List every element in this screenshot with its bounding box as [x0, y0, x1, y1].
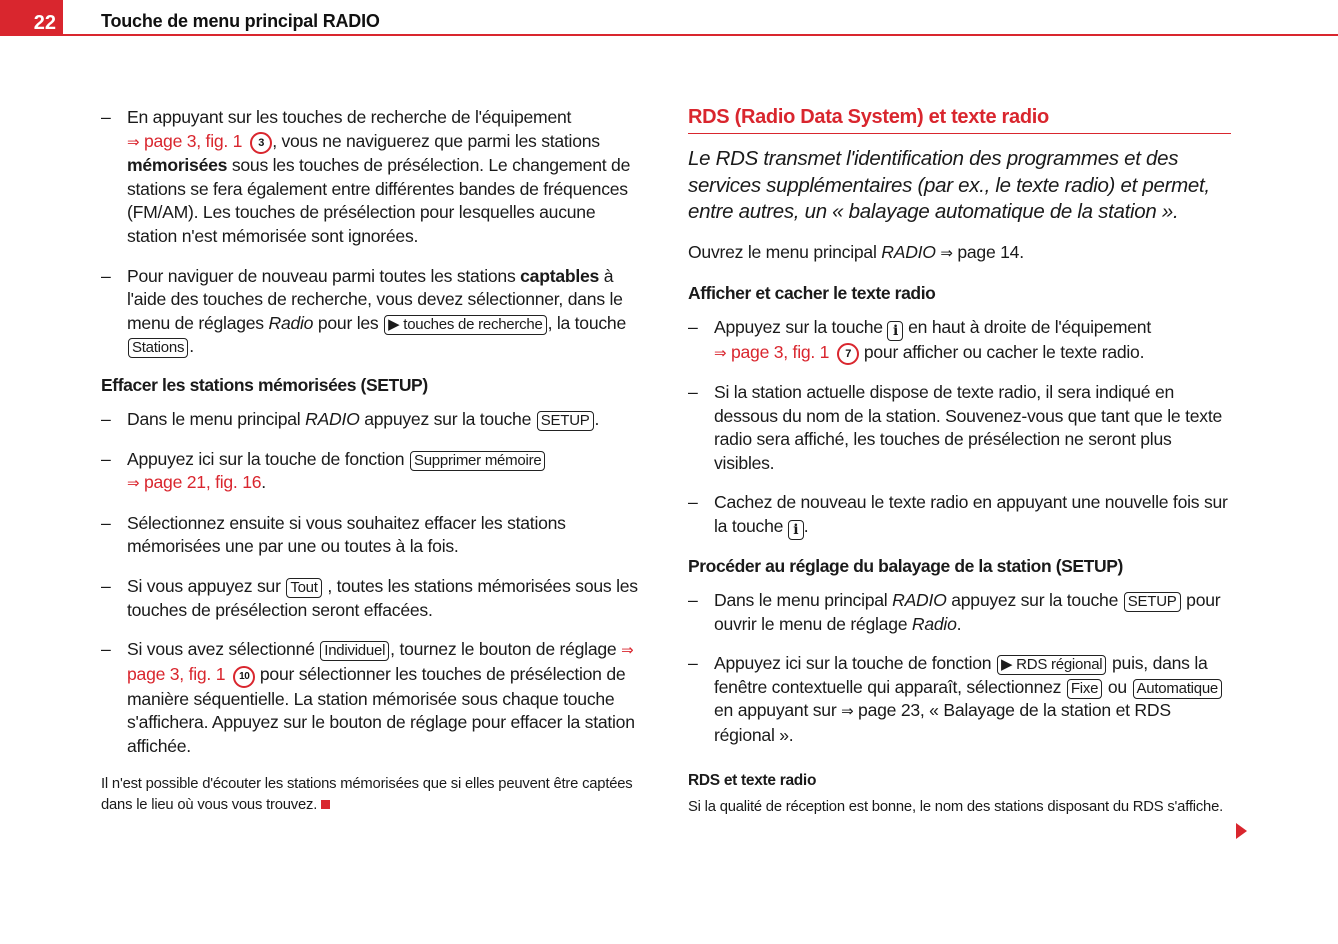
list-item: – Appuyez ici sur la touche de fonction Supprimer mémoire ⇒ page 21, fig. 16. [101, 448, 646, 496]
dash-bullet: – [101, 107, 111, 127]
key-rds-regional: ▶ RDS régional [997, 655, 1106, 675]
dash-bullet: – [101, 265, 111, 286]
continue-arrow-icon [1236, 823, 1247, 839]
page-reference-link[interactable]: ⇒ page 23, « Balayage de la station et RDS régional ». [714, 700, 1171, 746]
dash-bullet: – [688, 492, 698, 513]
key-individuel: Individuel [320, 641, 389, 661]
section-heading: Effacer les stations mémorisées (SETUP) [101, 374, 428, 395]
page-reference-link[interactable]: ⇒ page 3, fig. 1 [127, 641, 634, 684]
dash-bullet: – [101, 408, 111, 429]
dash-bullet: – [101, 575, 111, 596]
list-item: – Sélectionnez ensuite si vous souhaitez effacer les stations mémorisées une par une ou toutes à la fois. [101, 512, 566, 557]
dash-bullet: – [688, 382, 698, 403]
page-title: Touche de menu principal RADIO [101, 11, 380, 31]
dash-bullet: – [688, 653, 698, 674]
list-item: – Si vous appuyez sur Tout , toutes les stations mémorisées sous les touches de présélection seront effacées. [101, 575, 638, 620]
list-item: – Appuyez ici sur la touche de fonction ▶ RDS régional puis, dans la fenêtre contextuelle qui apparaît, sélectionnez Fixe ou Automatique en appuyant sur ⇒ page 23, « Balayage de la station et RDS régional ». [688, 652, 1231, 747]
list-item: – Pour naviguer de nouveau parmi toutes les stations captables à l'aide des touches de recherche, vous devez sélectionner, dans le menu de réglages Radio pour les ▶ touches de recherche , la touche Stations . [101, 265, 626, 357]
intro-text: Le RDS transmet l'identification des programmes et des services supplémentaires (par ex., le texte radio) et permet, entre autres, un « balayage automatique de la station ». [688, 147, 1210, 223]
page-number: 22 [0, 0, 63, 36]
dash-bullet: – [688, 316, 698, 337]
key-fixe: Fixe [1067, 679, 1102, 699]
list-item: – En appuyant sur les touches de recherche de l'équipement ⇒ page 3, fig. 1 3 , vous ne naviguerez que parmi les stations mémorisées sous les touches de présélection. Le changement de stations se fera également entre différentes bandes de fréquences (FM/AM). Les touches de présélection pour lesquelles aucune station n'est mémorisée sont ignorées. [101, 107, 631, 246]
arrow-icon: ⇒ [127, 474, 140, 493]
section-heading: Procéder au réglage du balayage de la station (SETUP) [688, 556, 1123, 577]
small-paragraph: Si la qualité de réception est bonne, le nom des stations disposant du RDS s'affiche. [688, 798, 1224, 815]
header-rule [63, 34, 1338, 36]
page-reference-link[interactable]: ⇒ page 21, fig. 16 [127, 472, 262, 493]
list-item: – Si vous avez sélectionné Individuel , tournez le bouton de réglage ⇒ page 3, fig. 1 10 pour sélectionner les touches de présélection de manière séquentielle. La station mémorisée sous chaque touche s'affichera. Appuyez sur le bouton de réglage pour effacer la station affichée. [101, 639, 635, 756]
callout-number-icon: 3 [250, 132, 272, 154]
info-key-icon: i [788, 520, 804, 540]
callout-number-icon: 10 [233, 666, 255, 688]
list-item: – Dans le menu principal RADIO appuyez sur la touche SETUP . [101, 408, 646, 432]
left-column [101, 106, 646, 816]
arrow-icon: ⇒ [621, 641, 634, 660]
list-item: – Appuyez sur la touche i en haut à droite de l'équipement ⇒ page 3, fig. 1 7 pour afficher ou cacher le texte radio. [688, 316, 1231, 366]
list-item: – Si la station actuelle dispose de texte radio, il sera indiqué en dessous du nom de la station. Souvenez-vous que tant que le texte radio sera affiché, les touches de présélection ne seront plus visibles. [688, 382, 1222, 473]
info-key-icon: i [887, 321, 903, 341]
section-title: RDS (Radio Data System) et texte radio [688, 106, 1231, 134]
list-item: – Dans le menu principal RADIO appuyez sur la touche SETUP pour ouvrir le menu de réglage Radio. [688, 590, 1221, 634]
page-reference-link[interactable]: ⇒ page 3, fig. 1 [714, 341, 830, 362]
dash-bullet: – [101, 639, 111, 660]
key-touches-de-recherche: ▶ touches de recherche [384, 315, 546, 335]
page-header [0, 0, 1338, 38]
small-heading: RDS et texte radio [688, 771, 817, 789]
note-text: Il n'est possible d'écouter les stations mémorisées que si elles peuvent être captées dans le lieu où vous vous trouvez. [101, 776, 633, 814]
key-setup: SETUP [1124, 592, 1181, 612]
page-reference-link[interactable]: ⇒ page 14. [940, 241, 1024, 262]
dash-bullet: – [688, 590, 698, 611]
page-reference-link[interactable]: ⇒ page 3, fig. 1 [127, 130, 243, 151]
callout-number-icon: 7 [837, 343, 859, 365]
end-of-section-icon [321, 800, 330, 809]
key-automatique: Automatique [1133, 679, 1222, 699]
key-supprimer-memoire: Supprimer mémoire [410, 451, 545, 471]
arrow-icon: ⇒ [714, 343, 727, 362]
arrow-icon: ⇒ [127, 132, 140, 151]
key-tout: Tout [286, 578, 321, 598]
key-setup: SETUP [537, 411, 594, 431]
right-column [688, 106, 1231, 818]
section-heading: Afficher et cacher le texte radio [688, 282, 936, 303]
open-menu-line: Ouvrez le menu principal RADIO ⇒ page 14. [688, 241, 1024, 262]
dash-bullet: – [101, 448, 111, 469]
arrow-icon: ⇒ [841, 702, 854, 721]
arrow-icon: ⇒ [940, 243, 953, 262]
list-item: – Cachez de nouveau le texte radio en appuyant une nouvelle fois sur la touche i . [688, 492, 1228, 539]
dash-bullet: – [101, 512, 111, 533]
key-stations: Stations [128, 338, 188, 358]
